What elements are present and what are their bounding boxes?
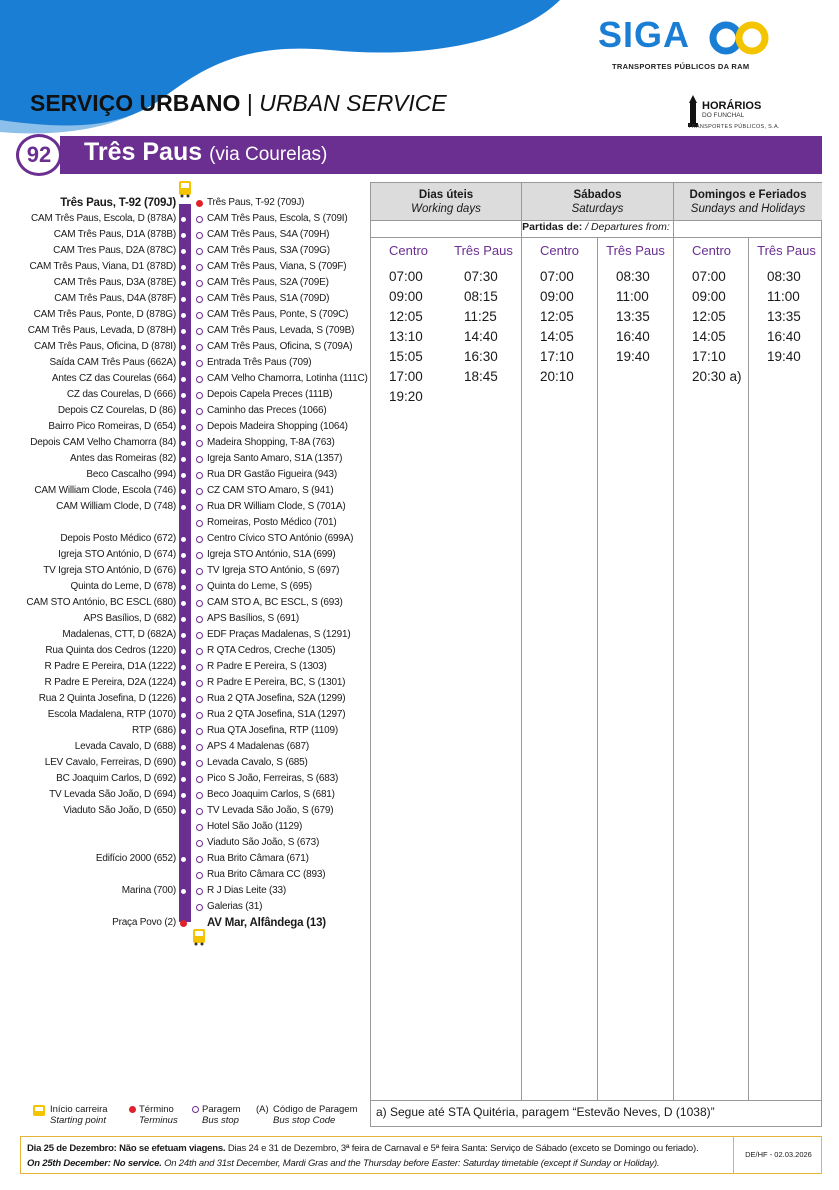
stop-dot xyxy=(180,584,187,591)
departure-time: 07:00 xyxy=(540,269,574,284)
stop-right: Levada Cavalo, S (685) xyxy=(207,757,308,768)
document-code: DE/HF - 02.03.2026 xyxy=(733,1137,823,1173)
departure-time: 09:00 xyxy=(692,289,726,304)
section-subtitle: Saturdays xyxy=(571,203,624,215)
departure-time: 13:35 xyxy=(767,309,801,324)
stop-dot xyxy=(196,632,203,639)
route-via: (via Courelas) xyxy=(209,144,328,165)
time-list xyxy=(446,267,521,387)
legend-stop xyxy=(202,1104,241,1126)
departure-time: 12:05 xyxy=(389,309,423,324)
section-subtitle: Working days xyxy=(411,203,481,215)
stop-dot xyxy=(196,744,203,751)
stop-dot xyxy=(196,824,203,831)
departure-time: 12:05 xyxy=(692,309,726,324)
horarios-subtitle: DO FUNCHAL xyxy=(702,112,745,119)
departure-time: 15:05 xyxy=(389,349,423,364)
stop-right: Hotel São João (1129) xyxy=(207,821,303,832)
stop-right: CAM Três Paus, Oficina, S (709A) xyxy=(207,341,353,352)
stop-dot xyxy=(196,776,203,783)
column-header: Centro xyxy=(691,243,732,258)
stop-left: Bairro Pico Romeiras, D (654) xyxy=(48,421,176,432)
stop-dot xyxy=(196,456,203,463)
stop-dot xyxy=(180,408,187,415)
stop-dot xyxy=(196,696,203,703)
stop-right: Centro Cívico STO António (699A) xyxy=(207,533,354,544)
logo-wordmark: SIGA xyxy=(598,14,691,55)
stop-right: R Padre E Pereira, BC, S (1301) xyxy=(207,677,346,688)
stop-dot xyxy=(180,296,187,303)
stop-right: AV Mar, Alfândega (13) xyxy=(207,917,326,929)
stop-right: Igreja STO António, S1A (699) xyxy=(207,549,336,560)
siga-logo xyxy=(598,14,690,56)
terminus-dot xyxy=(180,920,187,927)
stop-left: CAM Três Paus, Levada, D (878H) xyxy=(27,325,176,336)
service-title-separator: | xyxy=(240,90,260,116)
stop-dot xyxy=(196,840,203,847)
stop-dot xyxy=(180,888,187,895)
service-title xyxy=(30,90,447,117)
stop-dot xyxy=(180,616,187,623)
stop-left: Antes das Romeiras (82) xyxy=(69,453,176,464)
stop-left: Rua 2 Quinta Josefina, D (1226) xyxy=(38,693,176,704)
stop-left: Quinta do Leme, D (678) xyxy=(70,581,176,592)
stop-dot xyxy=(196,216,203,223)
stop-left: TV Igreja STO António, D (676) xyxy=(43,565,176,576)
stop-dot xyxy=(180,600,187,607)
stop-left: Escola Madalena, RTP (1070) xyxy=(47,709,176,720)
departure-time: 18:45 xyxy=(464,369,498,384)
stop-left: Antes CZ das Courelas (664) xyxy=(51,373,176,384)
stop-dot xyxy=(180,536,187,543)
stop-left: R Padre E Pereira, D2A (1224) xyxy=(44,677,176,688)
service-title-en: URBAN SERVICE xyxy=(259,90,447,116)
stop-dot xyxy=(196,296,203,303)
holiday-notice xyxy=(20,1136,822,1174)
stop-dot xyxy=(180,728,187,735)
stop-dot xyxy=(196,728,203,735)
departure-time: 17:00 xyxy=(389,369,423,384)
stop-dot xyxy=(180,232,187,239)
departure-time: 13:10 xyxy=(389,329,423,344)
stop-dot xyxy=(180,488,187,495)
stop-left: CAM William Clode, Escola (746) xyxy=(34,485,176,496)
stop-left: Depois Posto Médico (672) xyxy=(60,533,176,544)
stop-dot xyxy=(196,392,203,399)
stop-dot xyxy=(196,472,203,479)
timetable-footnote: a) Segue até STA Quitéria, paragem “Estevão Neves, D (1038)” xyxy=(376,1105,715,1119)
departure-time: 20:30 a) xyxy=(692,369,742,384)
stop-right: CAM Velho Chamorra, Lotinha (111C) xyxy=(207,373,368,384)
stop-dot xyxy=(180,808,187,815)
legend-start xyxy=(50,1104,108,1126)
stop-dot xyxy=(196,648,203,655)
section-working-days xyxy=(371,183,521,220)
stop-dot xyxy=(180,856,187,863)
stop-right: Viaduto São João, S (673) xyxy=(207,837,320,848)
departure-time: 07:30 xyxy=(464,269,498,284)
stop-dot xyxy=(196,328,203,335)
stop-dot xyxy=(180,568,187,575)
timetable xyxy=(370,182,822,1127)
departure-time: 17:10 xyxy=(540,349,574,364)
notice-pt-bold: Dia 25 de Dezembro: Não se efetuam viagens. xyxy=(27,1143,226,1154)
section-subtitle: Sundays and Holidays xyxy=(690,203,806,215)
stop-dot xyxy=(196,872,203,879)
time-list xyxy=(522,267,597,387)
stop-dot xyxy=(180,248,187,255)
stop-dot xyxy=(180,632,187,639)
stop-left: TV Levada São João, D (694) xyxy=(49,789,176,800)
stop-dot xyxy=(180,760,187,767)
stop-dot xyxy=(180,456,187,463)
stop-dot xyxy=(180,552,187,559)
siga-infinity-icon xyxy=(708,20,772,56)
stop-dot xyxy=(196,408,203,415)
stop-dot xyxy=(180,664,187,671)
notice-pt: Dias 24 e 31 de Dezembro, 3ª feira de Carnaval e 5ª feira Santa: Serviço de Sábado (exceto se Domingo ou feriado). xyxy=(225,1143,699,1154)
section-title: Dias úteis xyxy=(418,189,474,201)
stop-dot xyxy=(196,520,203,527)
column-header: Centro xyxy=(539,243,580,258)
legend-label-en: Bus stop xyxy=(202,1115,239,1126)
departures-label-pt: Partidas de: xyxy=(522,221,583,233)
stop-right: Rua 2 QTA Josefina, S1A (1297) xyxy=(207,709,346,720)
legend-code xyxy=(273,1104,358,1126)
stop-right: CAM Três Paus, S1A (709D) xyxy=(207,293,330,304)
stop-left: LEV Cavalo, Ferreiras, D (690) xyxy=(44,757,176,768)
horarios-company: TRANSPORTES PÚBLICOS, S.A. xyxy=(688,124,780,130)
stop-dot xyxy=(196,680,203,687)
time-list xyxy=(371,267,446,407)
bus-icon xyxy=(178,180,192,198)
legend-label-en: Bus stop Code xyxy=(273,1115,336,1126)
stop-right: Entrada Três Paus (709) xyxy=(207,357,312,368)
stop-dot xyxy=(180,776,187,783)
stop-dot xyxy=(180,216,187,223)
stop-left: Rua Quinta dos Cedros (1220) xyxy=(45,645,176,656)
section-title: Sábados xyxy=(573,189,622,201)
departure-time: 07:00 xyxy=(692,269,726,284)
stop-left: Praça Povo (2) xyxy=(112,917,176,928)
stop-dot xyxy=(196,376,203,383)
stop-left: CAM Três Paus, Oficina, D (878I) xyxy=(34,341,176,352)
stop-dot xyxy=(180,472,187,479)
stop-right: Depois Capela Preces (111B) xyxy=(207,389,333,400)
stop-dot xyxy=(180,440,187,447)
stop-right: Igreja Santo Amaro, S1A (1357) xyxy=(207,453,343,464)
stop-right: Quinta do Leme, S (695) xyxy=(207,581,312,592)
departure-time: 08:15 xyxy=(464,289,498,304)
stop-left: CAM Três Paus, Escola, D (878A) xyxy=(31,213,176,224)
stop-right: R QTA Cedros, Creche (1305) xyxy=(207,645,336,656)
departure-time: 14:05 xyxy=(692,329,726,344)
bus-icon xyxy=(32,1104,46,1118)
stop-dot xyxy=(196,360,203,367)
stop-dot xyxy=(180,312,187,319)
stop-right: Caminho das Preces (1066) xyxy=(207,405,327,416)
departure-time: 12:05 xyxy=(540,309,574,324)
stop-left: RTP (686) xyxy=(132,725,176,736)
stop-right: CAM Três Paus, S4A (709H) xyxy=(207,229,330,240)
stop-right: Madeira Shopping, T-8A (763) xyxy=(207,437,335,448)
departure-time: 14:40 xyxy=(464,329,498,344)
stop-dot xyxy=(196,248,203,255)
legend-label-en: Terminus xyxy=(139,1115,178,1126)
stop-circle-icon xyxy=(192,1106,199,1113)
stop-right: Rua QTA Josefina, RTP (1109) xyxy=(207,725,338,736)
departure-time: 13:35 xyxy=(616,309,650,324)
stop-left: CAM Três Paus, Ponte, D (878G) xyxy=(33,309,176,320)
stop-dot xyxy=(180,264,187,271)
stop-right: Rua DR Gastão Figueira (943) xyxy=(207,469,338,480)
stop-right: CAM Três Paus, Viana, S (709F) xyxy=(207,261,347,272)
notice-en-bold: On 25th December: No service. xyxy=(27,1158,162,1169)
stop-dot xyxy=(196,344,203,351)
stop-dot xyxy=(196,424,203,431)
stop-right: CAM Três Paus, Ponte, S (709C) xyxy=(207,309,349,320)
stop-left: CAM Tres Paus, D2A (878C) xyxy=(53,245,176,256)
departure-time: 11:00 xyxy=(616,289,649,304)
departure-time: 11:00 xyxy=(767,289,800,304)
stop-right: Depois Madeira Shopping (1064) xyxy=(207,421,348,432)
header-wave xyxy=(0,0,600,140)
stop-left: Saída CAM Três Paus (662A) xyxy=(49,357,176,368)
departure-time: 14:05 xyxy=(540,329,574,344)
stop-left: CAM Três Paus, D4A (878F) xyxy=(54,293,176,304)
stop-dot xyxy=(180,712,187,719)
time-list xyxy=(749,267,824,367)
departure-time: 19:40 xyxy=(767,349,801,364)
stop-right: Rua DR William Clode, S (701A) xyxy=(207,501,346,512)
time-list xyxy=(598,267,673,367)
stop-right: CAM Três Paus, Levada, S (709B) xyxy=(207,325,355,336)
legend-label: Término xyxy=(139,1104,174,1115)
stop-left: CAM Três Paus, Viana, D1 (878D) xyxy=(29,261,176,272)
stop-dot xyxy=(180,648,187,655)
stop-right: TV Igreja STO António, S (697) xyxy=(207,565,340,576)
stop-dot xyxy=(180,360,187,367)
stop-left: Levada Cavalo, D (688) xyxy=(74,741,176,752)
stop-dot xyxy=(196,904,203,911)
stop-right: CZ CAM STO Amaro, S (941) xyxy=(207,485,334,496)
time-list xyxy=(674,267,749,387)
departures-label xyxy=(371,221,821,233)
stop-dot xyxy=(180,280,187,287)
stop-left: Igreja STO António, D (674) xyxy=(58,549,176,560)
stop-dot xyxy=(196,488,203,495)
stop-dot xyxy=(196,232,203,239)
legend-label: Código de Paragem xyxy=(273,1104,358,1115)
red-dot-icon xyxy=(129,1106,136,1113)
stop-right: R Padre E Pereira, S (1303) xyxy=(207,661,327,672)
stop-right: Rua Brito Câmara CC (893) xyxy=(207,869,326,880)
tower-icon xyxy=(686,95,700,127)
stop-dot xyxy=(180,792,187,799)
legend-label: Início carreira xyxy=(50,1104,108,1115)
stop-left: Depois CZ Courelas, D (86) xyxy=(57,405,176,416)
legend-terminus xyxy=(139,1104,178,1126)
stop-dot xyxy=(196,760,203,767)
stop-dot xyxy=(196,616,203,623)
departure-time: 20:10 xyxy=(540,369,574,384)
horarios-title: HORÁRIOS xyxy=(702,100,762,112)
stop-left: Depois CAM Velho Chamorra (84) xyxy=(30,437,176,448)
stop-dot xyxy=(196,792,203,799)
stop-dot xyxy=(196,856,203,863)
departure-time: 11:25 xyxy=(464,309,497,324)
departure-time: 09:00 xyxy=(540,289,574,304)
column-header: Três Paus xyxy=(606,243,665,258)
stop-dot xyxy=(196,504,203,511)
column-header: Três Paus xyxy=(757,243,816,258)
stop-right: Galerias (31) xyxy=(207,901,263,912)
stop-right: APS 4 Madalenas (687) xyxy=(207,741,309,752)
departure-time: 19:20 xyxy=(389,389,423,404)
service-title-pt: SERVIÇO URBANO xyxy=(30,90,241,116)
departure-time: 08:30 xyxy=(767,269,801,284)
column-header: Centro xyxy=(388,243,429,258)
stop-left: CAM Três Paus, D1A (878B) xyxy=(53,229,176,240)
stop-dot xyxy=(196,280,203,287)
departure-time: 09:00 xyxy=(389,289,423,304)
stop-right: APS Basílios, S (691) xyxy=(207,613,299,624)
stop-dot xyxy=(180,696,187,703)
stop-dot xyxy=(180,376,187,383)
departure-time: 16:40 xyxy=(767,329,801,344)
legend-label-en: Starting point xyxy=(50,1115,106,1126)
stop-left: CZ das Courelas, D (666) xyxy=(66,389,176,400)
stop-right: Três Paus, T-92 (709J) xyxy=(207,197,305,208)
stop-right: Romeiras, Posto Médico (701) xyxy=(207,517,337,528)
stop-dot xyxy=(196,808,203,815)
stop-dot xyxy=(196,888,203,895)
stop-dot xyxy=(180,392,187,399)
stop-right: CAM Três Paus, S3A (709G) xyxy=(207,245,330,256)
route-name: Três Paus xyxy=(84,138,203,166)
stop-right: Pico S João, Ferreiras, S (683) xyxy=(207,773,339,784)
stop-left: Beco Cascalho (994) xyxy=(86,469,176,480)
stop-left: CAM STO António, BC ESCL (680) xyxy=(26,597,176,608)
stop-right: EDF Praças Madalenas, S (1291) xyxy=(207,629,351,640)
notice-text xyxy=(27,1141,733,1171)
stop-dot xyxy=(196,600,203,607)
stop-left: Edifício 2000 (652) xyxy=(95,853,176,864)
section-saturdays xyxy=(522,183,673,220)
stop-dot xyxy=(196,584,203,591)
stop-left: CAM Três Paus, D3A (878E) xyxy=(53,277,176,288)
stop-dot xyxy=(196,264,203,271)
departure-time: 07:00 xyxy=(389,269,423,284)
departure-time: 08:30 xyxy=(616,269,650,284)
departure-time: 17:10 xyxy=(692,349,726,364)
stop-right: Rua Brito Câmara (671) xyxy=(207,853,309,864)
legend-code-symbol: (A) xyxy=(256,1104,269,1115)
section-sundays xyxy=(674,183,822,220)
stop-right: R J Dias Leite (33) xyxy=(207,885,287,896)
stop-dot xyxy=(196,664,203,671)
stop-left: Viaduto São João, D (650) xyxy=(63,805,176,816)
stop-dot xyxy=(196,712,203,719)
departures-label-en: / Departures from: xyxy=(582,221,670,233)
stop-dot xyxy=(180,504,187,511)
stop-right: Beco Joaquim Carlos, S (681) xyxy=(207,789,335,800)
stop-left: R Padre E Pereira, D1A (1222) xyxy=(44,661,176,672)
column-header: Três Paus xyxy=(454,243,513,258)
stop-right: Rua 2 QTA Josefina, S2A (1299) xyxy=(207,693,346,704)
notice-en: On 24th and 31st December, Mardi Gras and the Thursday before Easter: Saturday timetable (except if Sunday or Holiday). xyxy=(161,1158,660,1169)
stop-dot xyxy=(196,568,203,575)
stop-dot xyxy=(180,424,187,431)
bus-icon xyxy=(192,928,206,946)
route-title xyxy=(84,138,327,167)
stop-left: Marina (700) xyxy=(121,885,176,896)
stop-dot xyxy=(196,536,203,543)
section-title: Domingos e Feriados xyxy=(689,189,807,201)
stop-right: CAM Três Paus, Escola, S (709I) xyxy=(207,213,348,224)
departure-time: 16:30 xyxy=(464,349,498,364)
departure-time: 16:40 xyxy=(616,329,650,344)
stop-dot xyxy=(180,744,187,751)
stop-dot xyxy=(180,344,187,351)
stop-left: CAM William Clode, D (748) xyxy=(56,501,176,512)
stop-right: CAM Três Paus, S2A (709E) xyxy=(207,277,329,288)
stop-left: Madalenas, CTT, D (682A) xyxy=(62,629,176,640)
stop-left: Três Paus, T-92 (709J) xyxy=(60,197,176,209)
stop-right: TV Levada São João, S (679) xyxy=(207,805,334,816)
stop-left: APS Basílios, D (682) xyxy=(83,613,176,624)
departure-time: 19:40 xyxy=(616,349,650,364)
stop-left: BC Joaquim Carlos, D (692) xyxy=(56,773,176,784)
legend-label: Paragem xyxy=(202,1104,241,1115)
stop-dot xyxy=(180,680,187,687)
terminus-dot xyxy=(196,200,203,207)
stop-dot xyxy=(180,328,187,335)
stop-right: CAM STO A, BC ESCL, S (693) xyxy=(207,597,343,608)
logo-subtitle: TRANSPORTES PÚBLICOS DA RAM xyxy=(612,62,750,71)
route-number-badge: 92 xyxy=(16,134,62,176)
stop-dot xyxy=(196,552,203,559)
stop-dot xyxy=(196,312,203,319)
stop-dot xyxy=(196,440,203,447)
